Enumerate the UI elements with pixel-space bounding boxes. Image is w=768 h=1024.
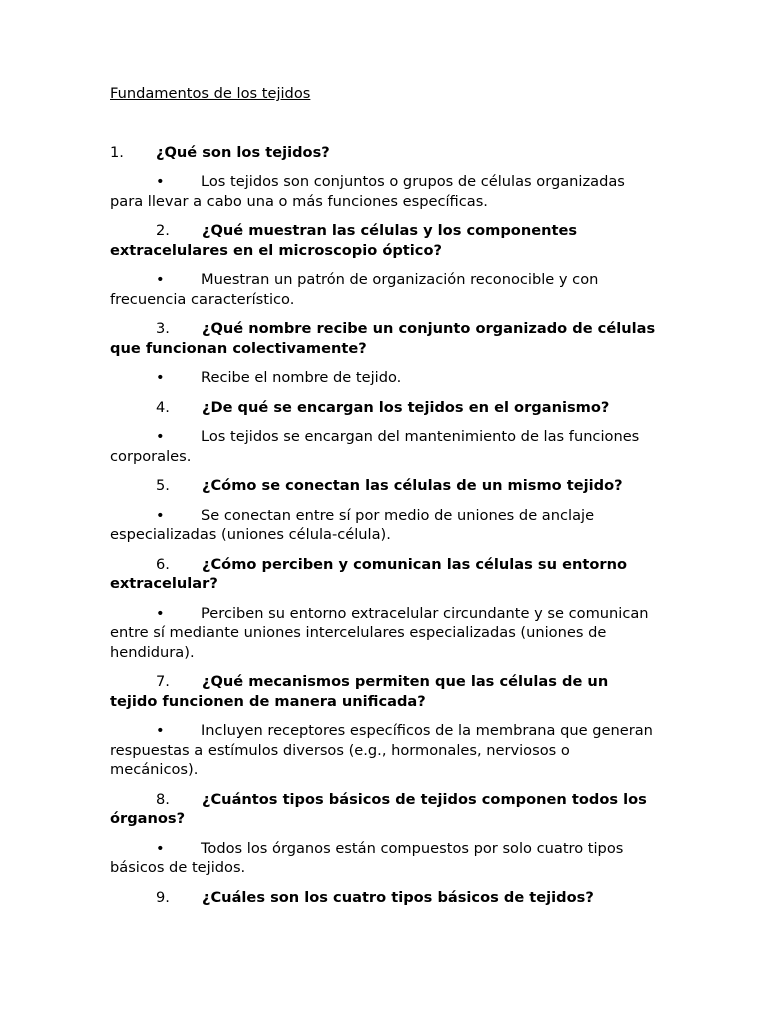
bullet-icon: • xyxy=(156,604,165,622)
bullet-icon: • xyxy=(156,271,165,288)
bullet-icon: • xyxy=(156,839,165,857)
answer-text: Muestran un patrón de organización reconocible y con frecuencia característico. xyxy=(110,271,599,308)
answer-text: Los tejidos se encargan del mantenimiento de las funciones corporales. xyxy=(110,428,640,465)
answer-5 xyxy=(110,506,658,545)
question-4 xyxy=(110,398,658,418)
question-number: 2. xyxy=(156,222,170,239)
question-text: ¿Qué mecanismos permiten que las células de un tejido funcionen de manera unificada? xyxy=(110,673,609,710)
answer-2 xyxy=(110,270,658,309)
question-number: 7. xyxy=(156,673,170,690)
question-number: 9. xyxy=(156,888,170,906)
question-number: 1. xyxy=(110,143,124,161)
answer-text: Perciben su entorno extracelular circundante y se comunican entre sí mediante uniones intercelulares especializadas (uniones de hendidura). xyxy=(110,604,649,661)
question-7 xyxy=(110,672,658,711)
answer-text: Los tejidos son conjuntos o grupos de células organizadas para llevar a cabo una o más funciones específicas. xyxy=(110,173,625,210)
question-text: ¿Qué son los tejidos? xyxy=(156,143,330,161)
question-6 xyxy=(110,555,658,594)
bullet-icon: • xyxy=(156,722,165,739)
answer-6 xyxy=(110,604,658,663)
question-3 xyxy=(110,319,658,358)
bullet-icon: • xyxy=(156,506,165,524)
bullet-icon: • xyxy=(156,428,165,445)
question-text: ¿Cuántos tipos básicos de tejidos componen todos los órganos? xyxy=(110,790,647,827)
question-list xyxy=(110,143,658,908)
question-text: ¿Qué muestran las células y los componentes extracelulares en el microscopio óptico? xyxy=(110,222,578,259)
question-text: ¿Qué nombre recibe un conjunto organizado de células que funcionan colectivamente? xyxy=(110,320,656,357)
document-page xyxy=(110,84,658,917)
question-8 xyxy=(110,790,658,829)
question-text: ¿De qué se encargan los tejidos en el organismo? xyxy=(202,398,610,416)
question-number: 8. xyxy=(156,790,170,808)
question-1 xyxy=(110,143,658,163)
question-text: ¿Cómo perciben y comunican las células su entorno extracelular? xyxy=(110,555,627,592)
answer-text: Incluyen receptores específicos de la membrana que generan respuestas a estímulos diversos (e.g., hormonales, nerviosos o mecánicos). xyxy=(110,722,653,778)
question-text: ¿Cuáles son los cuatro tipos básicos de tejidos? xyxy=(202,888,594,906)
answer-text: Todos los órganos están compuestos por solo cuatro tipos básicos de tejidos. xyxy=(110,839,624,876)
bullet-icon: • xyxy=(156,369,165,386)
question-2 xyxy=(110,221,658,260)
answer-1 xyxy=(110,172,658,211)
answer-text: Recibe el nombre de tejido. xyxy=(201,369,402,386)
answer-4 xyxy=(110,427,658,466)
question-number: 6. xyxy=(156,555,170,573)
answer-3 xyxy=(110,368,658,388)
question-text: ¿Cómo se conectan las células de un mismo tejido? xyxy=(202,477,623,494)
question-9 xyxy=(110,888,658,908)
question-number: 3. xyxy=(156,320,170,337)
question-number: 4. xyxy=(156,398,170,416)
question-number: 5. xyxy=(156,477,170,494)
question-5 xyxy=(110,476,658,496)
document-title: Fundamentos de los tejidos xyxy=(110,85,311,102)
answer-7 xyxy=(110,721,658,780)
answer-8 xyxy=(110,839,658,878)
bullet-icon: • xyxy=(156,173,165,190)
answer-text: Se conectan entre sí por medio de uniones de anclaje especializadas (uniones célula-célula). xyxy=(110,506,595,543)
